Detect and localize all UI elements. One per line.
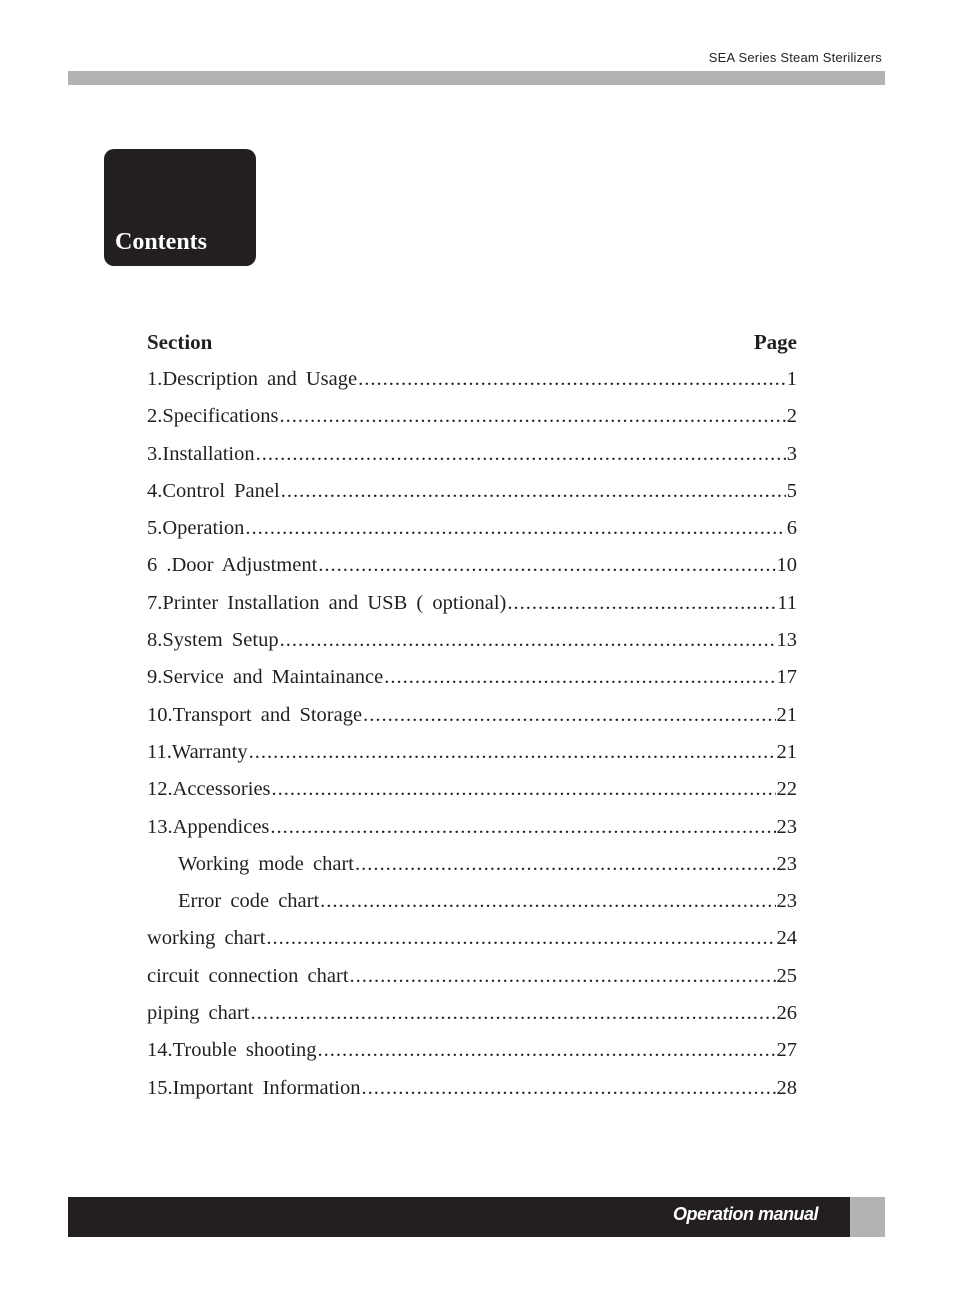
dot-leader [363, 697, 775, 734]
dot-leader [251, 995, 776, 1032]
dot-leader [272, 771, 776, 808]
toc-entry[interactable] [147, 510, 797, 547]
page-column-header: Page [753, 330, 797, 354]
toc-entry-page: 26 [776, 1002, 797, 1025]
toc-entry-label: 14.Trouble shooting [147, 1039, 317, 1062]
toc-entry[interactable] [147, 846, 797, 883]
dot-leader [318, 1032, 776, 1069]
contents-heading: Contents [115, 229, 208, 255]
toc-entry-label: 6 .Door Adjustment [147, 554, 318, 577]
toc-entry-page: 21 [776, 703, 797, 726]
footer-accent-block [850, 1197, 885, 1237]
toc-entry-label: 1.Description and Usage [147, 368, 358, 390]
toc-entry-label: 8.System Setup [147, 629, 279, 652]
toc-entry[interactable] [147, 659, 797, 696]
toc-entry-page: 21 [776, 740, 797, 763]
dot-leader [350, 958, 776, 995]
toc-entry-page: 23 [776, 890, 797, 913]
dot-leader [280, 398, 786, 435]
toc-entry-page: 13 [776, 629, 797, 652]
toc-entry-label: 15.Important Information [147, 1076, 361, 1099]
toc-column-headers [147, 327, 797, 361]
toc-entry-label: 10.Transport and Storage [147, 703, 363, 726]
toc-entry-label: 7.Printer Installation and USB ( optional) [147, 591, 507, 614]
toc-entry[interactable] [147, 809, 797, 846]
toc-entry-label: working chart [147, 927, 266, 950]
toc-entry-list [147, 361, 797, 1107]
toc-entry-label: 5.Operation [147, 517, 245, 540]
toc-entry[interactable] [147, 771, 797, 808]
toc-entry[interactable] [147, 622, 797, 659]
footer-title: Operation manual [672, 1204, 818, 1224]
dot-leader [318, 547, 775, 584]
dot-leader [270, 809, 775, 846]
toc-entry[interactable] [147, 995, 797, 1032]
toc-entry[interactable] [147, 361, 797, 398]
toc-entry-page: 3 [786, 442, 797, 465]
toc-entry[interactable] [147, 920, 797, 957]
toc-entry-label: circuit connection chart [147, 964, 349, 987]
toc-entry-label: 4.Control Panel [147, 479, 280, 502]
dot-leader [358, 361, 786, 398]
toc-entry-page: 5 [786, 479, 797, 502]
toc-entry[interactable] [147, 585, 797, 622]
dot-leader [384, 659, 775, 696]
toc-entry-page: 23 [776, 815, 797, 838]
dot-leader [362, 1070, 776, 1107]
section-column-header: Section [147, 330, 213, 354]
dot-leader [249, 734, 776, 771]
dot-leader [320, 883, 775, 920]
toc-entry-label: piping chart [147, 1002, 250, 1025]
toc-entry-label: 3.Installation [147, 442, 255, 465]
toc-entry-page: 10 [776, 554, 797, 577]
toc-entry[interactable] [147, 1032, 797, 1069]
dot-leader [281, 473, 786, 510]
header-divider-bar [68, 71, 885, 85]
toc-entry-page: 25 [776, 964, 797, 987]
toc-entry-label: 9.Service and Maintainance [147, 666, 384, 689]
toc-entry-page: 28 [776, 1076, 797, 1099]
toc-entry-label: 13.Appendices [147, 815, 270, 838]
toc-entry-page: 6 [786, 517, 797, 540]
toc-entry-label: Working mode chart [178, 852, 354, 875]
table-of-contents [147, 327, 797, 1107]
toc-entry-page: 17 [776, 666, 797, 689]
toc-entry[interactable] [147, 398, 797, 435]
contents-title-tab [104, 149, 256, 266]
toc-entry-page: 22 [776, 778, 797, 801]
toc-entry[interactable] [147, 547, 797, 584]
footer-bar [68, 1197, 850, 1237]
dot-leader [280, 622, 776, 659]
dot-leader [355, 846, 776, 883]
toc-entry[interactable] [147, 734, 797, 771]
toc-entry-page: 1 [786, 368, 797, 390]
toc-entry-page: 27 [776, 1039, 797, 1062]
toc-entry-page: 2 [786, 405, 797, 428]
toc-entry-page: 23 [776, 852, 797, 875]
dot-leader [507, 585, 776, 622]
toc-entry[interactable] [147, 473, 797, 510]
toc-entry[interactable] [147, 883, 797, 920]
dot-leader [266, 920, 775, 957]
toc-entry-label: 2.Specifications [147, 405, 279, 428]
dot-leader [245, 510, 785, 547]
toc-entry[interactable] [147, 436, 797, 473]
toc-entry[interactable] [147, 958, 797, 995]
toc-entry-page: 24 [776, 927, 797, 950]
toc-entry-label: Error code chart [178, 890, 320, 913]
toc-entry[interactable] [147, 1070, 797, 1107]
running-header: SEA Series Steam Sterilizers [708, 50, 882, 65]
toc-entry-page: 11 [777, 591, 797, 614]
toc-entry-label: 12.Accessories [147, 778, 271, 801]
toc-entry-label: 11.Warranty [147, 740, 248, 763]
dot-leader [256, 436, 786, 473]
toc-entry[interactable] [147, 697, 797, 734]
